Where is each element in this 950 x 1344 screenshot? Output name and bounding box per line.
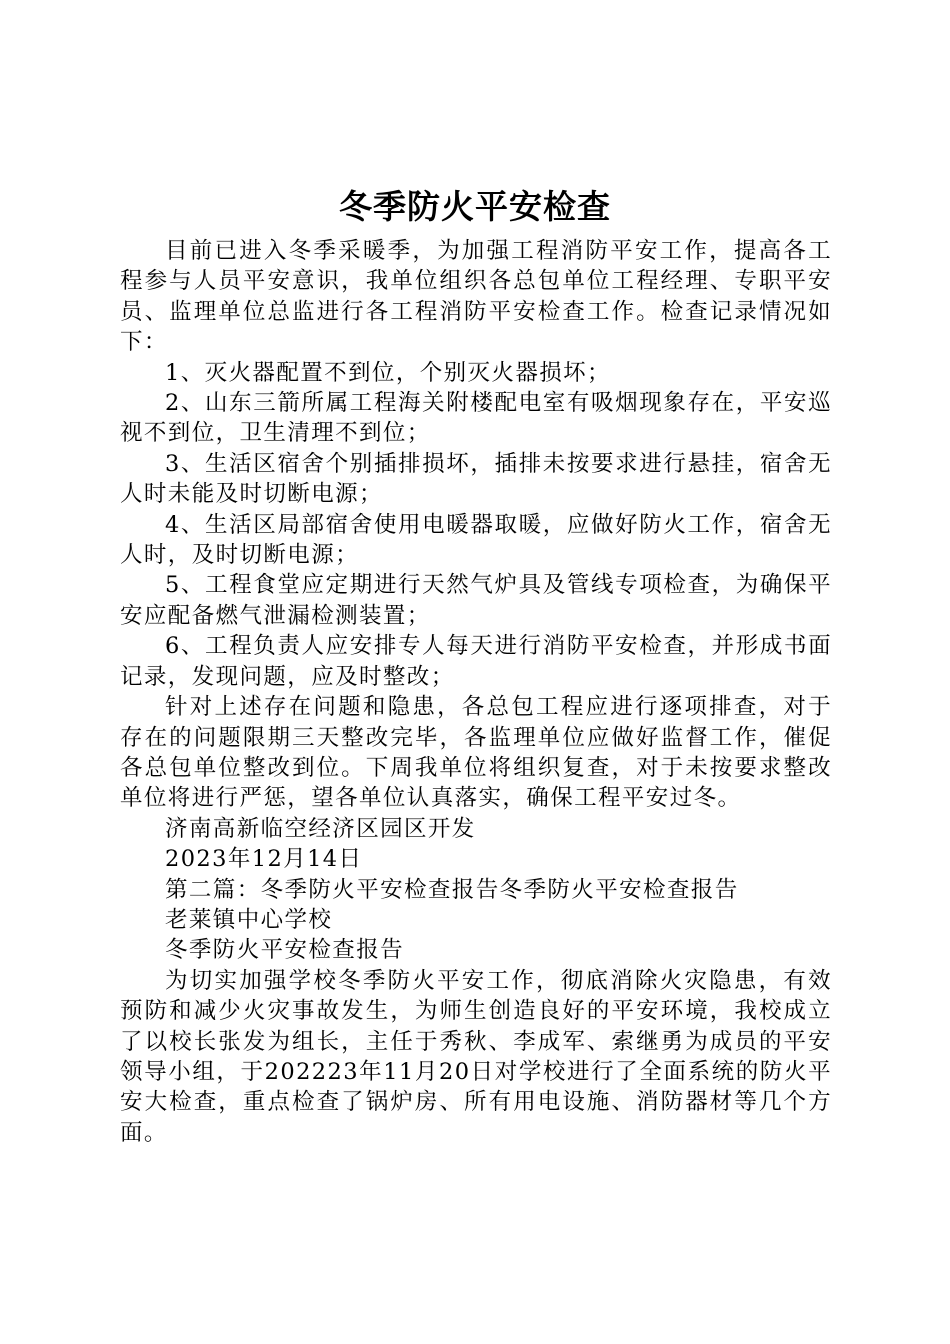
- paragraph: 1、灭火器配置不到位，个别灭火器损坏；: [165, 359, 611, 386]
- report-title: 冬季防火平安检查报告: [165, 937, 405, 964]
- paragraph: 6、工程负责人应安排专人每天进行消防平安检查，并形成书面记录，发现问题，应及时整改；: [120, 633, 832, 690]
- paragraph: 3、生活区宿舍个别插排损坏，插排未按要求进行悬挂，宿舍无人时未能及时切断电源；: [120, 450, 832, 508]
- paragraph: 针对上述存在问题和隐患，各总包工程应进行逐项排查，对于存在的问题限期三天整改完毕，各监理单位应做好监督工作，催促各总包单位整改到位。下周我单位将组织复查，对于未按要求整改单位将进行严惩，望各单位认真落实，确保工程平安过冬。: [120, 694, 832, 812]
- document-title: 冬季防火平安检查: [339, 187, 611, 226]
- paragraph: 4、生活区局部宿舍使用电暖器取暖，应做好防火工作，宿舍无人时，及时切断电源；: [120, 511, 832, 569]
- signature-organization: 济南高新临空经济区园区开发: [165, 815, 476, 842]
- paragraph: 目前已进入冬季采暖季，为加强工程消防平安工作，提高各工程参与人员平安意识，我单位组织各总包单位工程经理、专职平安员、监理单位总监进行各工程消防平安检查工作。检查记录情况如下：: [120, 238, 832, 356]
- paragraph: 5、工程食堂应定期进行天然气炉具及管线专项检查，为确保平安应配备燃气泄漏检测装置；: [120, 572, 832, 629]
- signature-date: 2023年12月14日: [165, 846, 363, 873]
- school-name: 老莱镇中心学校: [165, 906, 333, 933]
- section-heading: 第二篇：冬季防火平安检查报告冬季防火平安检查报告: [165, 876, 739, 903]
- paragraph: 2、山东三箭所属工程海关附楼配电室有吸烟现象存在，平安巡视不到位，卫生清理不到位；: [120, 390, 832, 447]
- document-body: [120, 236, 832, 1148]
- paragraph: 为切实加强学校冬季防火平安工作，彻底消除火灾隐患，有效预防和减少火灾事故发生，为师生创造良好的平安环境，我校成立了以校长张发为组长，主任于秀秋、李成军、索继勇为成员的平安领导小组，于202223年11月20日对学校进行了全面系统的防火平安大检查，重点检查了锅炉房、所有用电设施、消防器材等几个方面。: [120, 967, 832, 1146]
